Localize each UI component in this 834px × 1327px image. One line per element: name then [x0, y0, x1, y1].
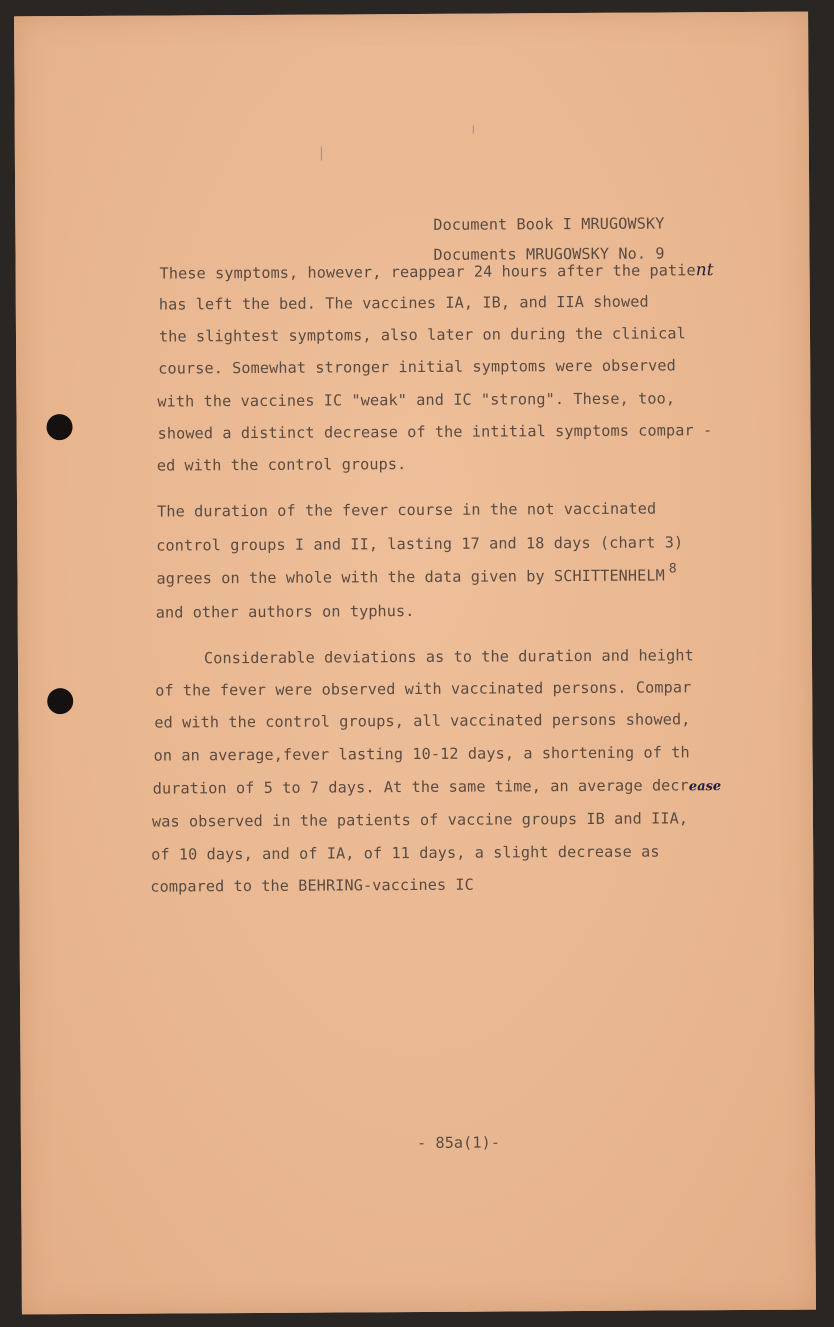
paragraph-3-line-7: of 10 days, and of IA, of 11 days, a slight decrease as: [151, 842, 660, 864]
handwritten-correction: nt: [695, 260, 714, 281]
paragraph-3-line-8: compared to the BEHRING-vaccines IC: [150, 875, 474, 896]
paragraph-1-line-7: ed with the control groups.: [156, 455, 407, 475]
paragraph-3-line-1: Considerable deviations as to the duration and height: [203, 646, 694, 668]
paragraph-1-line-4: course. Somewhat stronger initial symptoms were observed: [158, 356, 676, 378]
page-number: - 85a(1)-: [416, 1133, 501, 1152]
paragraph-3-line-2: of the fever were observed with vaccinated persons. Compar: [155, 678, 692, 700]
paragraph-1-line-5: with the vaccines IC "weak" and IC "strong". These, too,: [157, 389, 676, 411]
stray-mark: [473, 126, 474, 134]
paragraph-2-line-4: and other authors on typhus.: [155, 602, 415, 622]
paragraph-1-line-2: has left the bed. The vaccines IA, IB, and IIA showed: [158, 292, 649, 314]
paragraph-3-line-6: was observed in the patients of vaccine groups IB and IIA,: [151, 809, 689, 831]
paper-sheet: [14, 12, 816, 1315]
document-book-label: Document Book I MRUGOWSKY: [433, 214, 665, 234]
footnote-marker: 8: [668, 561, 677, 577]
typed-text: These symptoms, however, reappear 24 hours after the patie: [159, 261, 696, 283]
paragraph-3-line-4: on an average,fever lasting 10-12 days, a shortening of th: [153, 743, 690, 765]
paragraph-3-line-3: ed with the control groups, all vaccinated persons showed,: [154, 710, 691, 732]
paragraph-2-line-2: control groups I and II, lasting 17 and 18 days (chart 3): [156, 533, 684, 555]
typed-text: agrees on the whole with the data given by SCHITTENHELM: [156, 566, 665, 588]
punch-hole-bottom: [47, 688, 73, 714]
stray-mark: [321, 147, 322, 161]
paragraph-1-line-1: [160, 260, 714, 283]
document-number-label: Documents MRUGOWSKY No. 9: [433, 244, 665, 264]
typed-text: duration of 5 to 7 days. At the same time, an average decr: [152, 776, 689, 798]
handwritten-correction: ease: [688, 779, 722, 795]
punch-hole-top: [46, 414, 72, 440]
paragraph-1-line-3: the slightest symptoms, also later on during the clinical: [158, 324, 686, 346]
paragraph-3-line-5: [153, 776, 722, 798]
paragraph-1-line-6: showed a distinct decrease of the intitial symptoms compar -: [157, 421, 713, 443]
paragraph-2-line-3: [156, 561, 677, 588]
paragraph-2-line-1: The duration of the fever course in the not vaccinated: [157, 499, 657, 521]
